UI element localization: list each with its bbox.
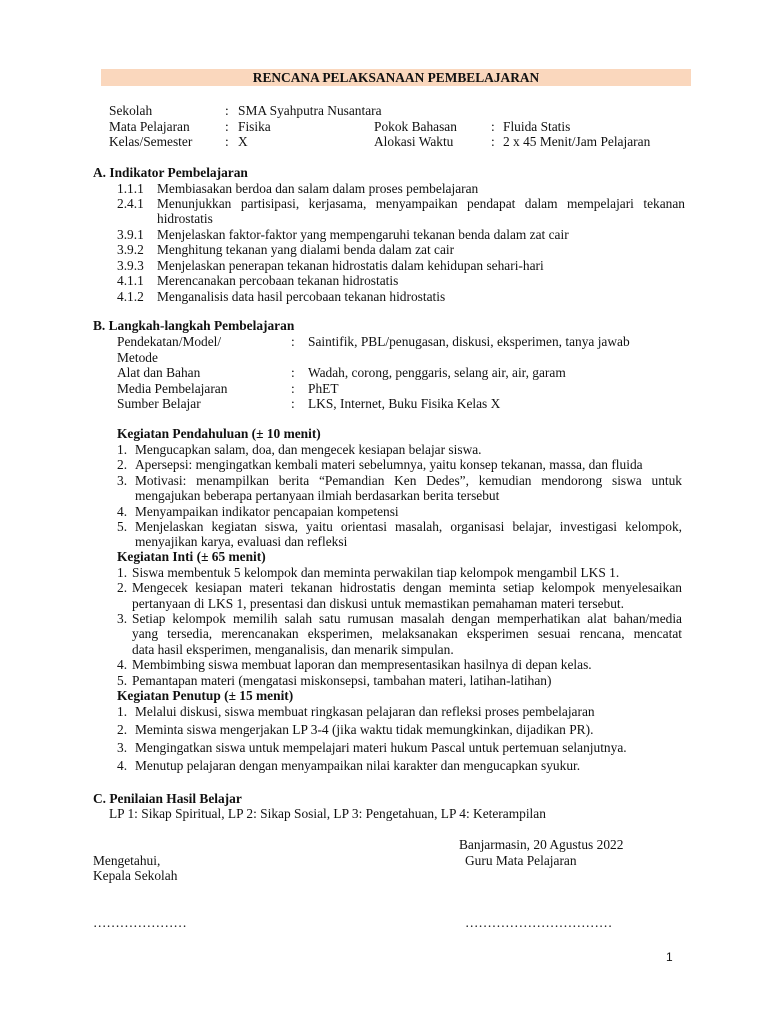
list-item: Apersepsi: mengingatkan kembali materi sebelumnya, yaitu konsep tekanan, massa, dan fluida	[135, 457, 643, 472]
indicator-text: Menghitung tekanan yang dialami benda dalam zat cair	[157, 242, 455, 257]
method-label: Pendekatan/Model/	[117, 334, 222, 349]
section-c-heading: C. Penilaian Hasil Belajar	[93, 791, 242, 806]
penutup-heading: Kegiatan Penutup (± 15 menit)	[117, 688, 294, 703]
indicator-number: 1.1.1	[117, 181, 144, 196]
teacher-title: Guru Mata Pelajaran	[465, 853, 577, 868]
indicator-text: Menganalisis data hasil percobaan tekanan hidrostatis	[157, 289, 446, 304]
indicator-number: 3.9.1	[117, 227, 144, 242]
list-number: 2.	[117, 457, 128, 472]
indicator-number: 3.9.3	[117, 258, 144, 273]
list-number: 3.	[117, 740, 128, 755]
pokok-value: Fluida Statis	[503, 119, 571, 134]
colon: :	[225, 134, 229, 149]
pendahuluan-heading: Kegiatan Pendahuluan (± 10 menit)	[117, 426, 321, 441]
colon: :	[291, 334, 295, 349]
list-item: Melalui diskusi, siswa membuat ringkasan pelajaran dan refleksi proses pembelajaran	[135, 704, 595, 719]
method-label-cont: Metode	[117, 350, 158, 365]
method-value: Saintifik, PBL/penugasan, diskusi, eksperimen, tanya jawab	[308, 334, 630, 349]
alokasi-label: Alokasi Waktu	[374, 134, 454, 149]
source-value: LKS, Internet, Buku Fisika Kelas X	[308, 396, 501, 411]
teacher-signature-line: ……………………………	[465, 915, 613, 930]
list-number: 5.	[117, 519, 128, 534]
list-number: 4.	[117, 504, 128, 519]
colon: :	[291, 381, 295, 396]
indicator-number: 4.1.1	[117, 273, 144, 288]
list-number: 1.	[117, 704, 128, 719]
list-item: Membimbing siswa membuat laporan dan mempresentasikan hasilnya di depan kelas.	[132, 657, 592, 672]
indicator-text-cont: hidrostatis	[157, 211, 213, 226]
indicator-number: 4.1.2	[117, 289, 144, 304]
mapel-value: Fisika	[238, 119, 271, 134]
source-label: Sumber Belajar	[117, 396, 201, 411]
indicator-number: 2.4.1	[117, 196, 144, 211]
list-number: 5.	[117, 673, 128, 688]
list-item: Menutup pelajaran dengan menyampaikan nilai karakter dan mengucapkan syukur.	[135, 758, 581, 773]
list-number: 4.	[117, 657, 128, 672]
tools-label: Alat dan Bahan	[117, 365, 201, 380]
principal-signature-line: …………………	[93, 915, 187, 930]
list-item: Menyampaikan indikator pencapaian kompetensi	[135, 504, 399, 519]
list-item: Motivasi: menampilkan berita “Pemandian Ken Dedes”, kemudian mendorong siswa untuk	[135, 473, 682, 488]
list-number: 4.	[117, 758, 128, 773]
colon: :	[491, 134, 495, 149]
sekolah-label: Sekolah	[109, 103, 153, 118]
place-date: Banjarmasin, 20 Agustus 2022	[459, 837, 624, 852]
list-item: Mengingatkan siswa untuk mempelajari materi hukum Pascal untuk pertemuan selanjutnya.	[135, 740, 627, 755]
list-item: Meminta siswa mengerjakan LP 3-4 (jika waktu tidak memungkinkan, dijadikan PR).	[135, 722, 594, 737]
pokok-label: Pokok Bahasan	[374, 119, 457, 134]
list-item: Menjelaskan kegiatan siswa, yaitu orientasi masalah, organisasi belajar, investigasi kelompok,	[135, 519, 682, 534]
list-number: 3.	[117, 611, 128, 626]
mapel-label: Mata Pelajaran	[109, 119, 190, 134]
list-item-cont: yang tersedia, merencanakan eksperimen, melaksanakan eksperimen sesuai rencana, mencatat	[132, 626, 682, 641]
list-number: 2.	[117, 722, 128, 737]
colon: :	[225, 103, 229, 118]
indicator-number: 3.9.2	[117, 242, 144, 257]
media-value: PhET	[308, 381, 339, 396]
list-number: 2.	[117, 580, 128, 595]
mengetahui-label: Mengetahui,	[93, 853, 161, 868]
list-item: Setiap kelompok memilih salah satu rumusan masalah dengan memperhatikan alat bahan/media	[132, 611, 682, 626]
kelas-value: X	[238, 134, 248, 149]
list-item-cont: pertanyaan di LKS 1, presentasi dan diskusi untuk memastikan pemahaman materi tersebut.	[132, 596, 624, 611]
list-number: 3.	[117, 473, 128, 488]
colon: :	[291, 396, 295, 411]
tools-value: Wadah, corong, penggaris, selang air, air, garam	[308, 365, 566, 380]
indicator-text: Menjelaskan penerapan tekanan hidrostatis dalam kehidupan sehari-hari	[157, 258, 544, 273]
sekolah-value: SMA Syahputra Nusantara	[238, 103, 382, 118]
indicator-text: Menunjukkan partisipasi, kerjasama, menyampaikan pendapat dalam mempelajari tekanan	[157, 196, 685, 211]
list-item: Pemantapan materi (mengatasi miskonsepsi, tambahan materi, latihan-latihan)	[132, 673, 552, 688]
list-number: 1.	[117, 442, 128, 457]
list-item-cont: data hasil eksperimen, menganalisis, dan menarik simpulan.	[132, 642, 454, 657]
colon: :	[491, 119, 495, 134]
colon: :	[291, 365, 295, 380]
list-item: Mengecek kesiapan materi tekanan hidrostatis dengan meminta setiap kelompok menyelesaikan	[132, 580, 682, 595]
list-item-cont: menyajikan karya, evaluasi dan refleksi	[135, 534, 348, 549]
list-number: 1.	[117, 565, 128, 580]
indicator-text: Merencanakan percobaan tekanan hidrostatis	[157, 273, 399, 288]
section-b-heading: B. Langkah-langkah Pembelajaran	[93, 318, 295, 333]
assessment-text: LP 1: Sikap Spiritual, LP 2: Sikap Sosial, LP 3: Pengetahuan, LP 4: Keterampilan	[109, 806, 546, 821]
indicator-text: Membiasakan berdoa dan salam dalam proses pembelajaran	[157, 181, 479, 196]
page-number: 1	[666, 950, 673, 964]
inti-heading: Kegiatan Inti (± 65 menit)	[117, 549, 266, 564]
kelas-label: Kelas/Semester	[109, 134, 193, 149]
principal-title: Kepala Sekolah	[93, 868, 178, 883]
indicator-text: Menjelaskan faktor-faktor yang mempengaruhi tekanan benda dalam zat cair	[157, 227, 569, 242]
alokasi-value: 2 x 45 Menit/Jam Pelajaran	[503, 134, 651, 149]
colon: :	[225, 119, 229, 134]
list-item-cont: mengajukan beberapa pertanyaan ilmiah berdasarkan berita tersebut	[135, 488, 500, 503]
media-label: Media Pembelajaran	[117, 381, 228, 396]
document-title: RENCANA PELAKSANAAN PEMBELAJARAN	[101, 69, 691, 86]
section-a-heading: A. Indikator Pembelajaran	[93, 165, 248, 180]
list-item: Siswa membentuk 5 kelompok dan meminta perwakilan tiap kelompok mengambil LKS 1.	[132, 565, 620, 580]
list-item: Mengucapkan salam, doa, dan mengecek kesiapan belajar siswa.	[135, 442, 482, 457]
